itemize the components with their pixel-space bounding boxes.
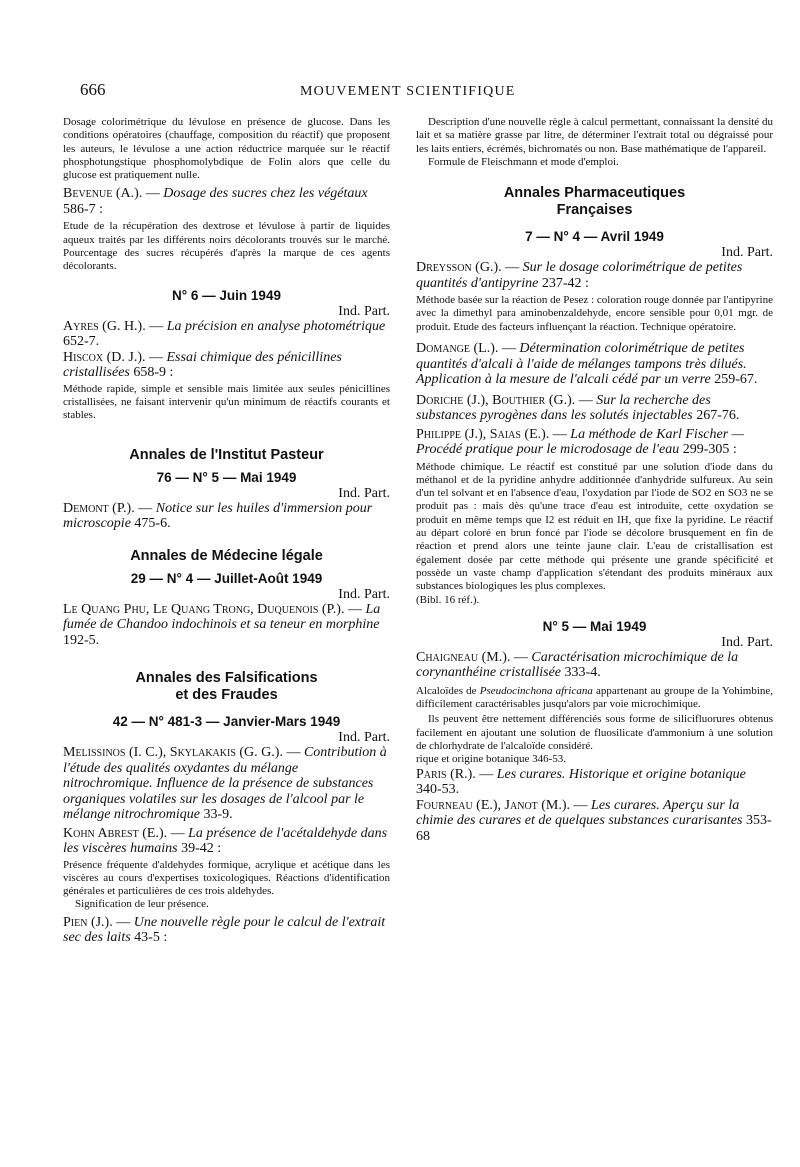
entry-title: Dosage des sucres chez les végétaux [163, 186, 368, 202]
index-marker: Ind. Part. [338, 485, 390, 501]
abstract-paragraph: Méthode chimique. Le réactif est constitué par une solution d'iode dans du méthanol et de la pyridine anhydre additionnée d'anhydride sulfureux. Au sein d'un tel solvant et en l'absence d'eau, l'oxydation par l'iode de SO2 en SO3 ne se produit pas : mais dès qu'une trace d'eau est introduite, cette oxydation se produit en même temps que I2 est réduit en IH, que fixe la pyridine. Le réactif au départ coloré en brun foncé par l'iode se décolore brusquement en fin de réaction et prend alors une teinte jaune clair. L'eau de cristallisation est également dosée par cette méthode qui présente une grande spécificité et possède un vaste champ d'application s'étendant des produits minéraux aux substances biologiques les plus complexes. [416, 460, 773, 593]
entry-pages: 237-42 : [541, 275, 589, 291]
entry-author: Le Quang Phu, Le Quang Trong, Duquenois (P.). — [63, 601, 362, 617]
abstract-paragraph: Description d'une nouvelle règle à calcul permettant, connaissant la densité du lait et sa matière grasse par litre, de déterminer l'extrait total ou dégraissé pour les laits entiers, écrémés, bichromatés ou non. Base mathématique de l'appareil. [416, 116, 773, 155]
abstract-text: Alcaloïdes de [416, 684, 477, 697]
abstract-paragraph: Méthode rapide, simple et sensible mais limitée aux seules pénicillines cristallisées, ne faisant intervenir qu'un minimum de réactifs courants et stables. [63, 382, 390, 422]
entry-title: Détermination colorimétrique de petites quantités d'alcali à l'aide de mélanges tampons très dilués. Application à la mesure de l'alcali cédé par un verre [416, 341, 747, 388]
index-marker: Ind. Part. [721, 634, 773, 650]
abstract-paragraph: Dosage colorimétrique du lévulose en présence de glucose. Dans les conditions opératoires (chauffage, composition du réactif) que proposent les auteurs, le lévulose a une action réductrice marquée sur le réactif phosphotungstique phosphomolybdique de Folin alors que celle du glucose est pratiquement nulle. [63, 116, 390, 182]
bibliographic-entry [63, 501, 390, 532]
entry-author: Pien (J.). — [63, 914, 131, 930]
page-number: 666 [80, 80, 106, 99]
bibliographic-entry [416, 260, 773, 291]
entry-title: La méthode de Karl Fischer — Procédé pratique pour le microdosage de l'eau [416, 426, 745, 458]
bibliographic-entry [416, 427, 773, 458]
entry-pages: 259-67. [714, 372, 758, 388]
entry-pages: 192-5. [63, 632, 100, 648]
entry-title: Essai chimique des pénicillines cristallisées [63, 349, 342, 381]
species-name: Pseudocinchona africana [479, 684, 593, 697]
entry-author: Domange (L.). — [416, 341, 516, 357]
issue-heading: N° 5 — Mai 1949 [542, 618, 647, 634]
bibliographic-entry [416, 767, 773, 798]
entry-pages: 43-5 : [134, 930, 168, 946]
entry-author: Doriche (J.), Bouthier (G.). — [416, 392, 593, 408]
bibliographic-entry [63, 186, 390, 217]
bibliographic-entry [63, 915, 390, 946]
abstract-paragraph: Ils peuvent être nettement différenciés sous forme de silicifluorures obtenus facilement en ajoutant une solution de fluosilicate d'ammonium à une solution de chlorhydrate de l'alcaloïde considéré. [416, 713, 773, 753]
index-marker: Ind. Part. [338, 730, 390, 746]
entry-title: La fumée de Chandoo indochinois et sa teneur en morphine [63, 601, 381, 633]
entry-author: Ayres (G. H.). — [63, 318, 164, 334]
entry-title: Notice sur les huiles d'immersion pour microscopie [63, 500, 373, 532]
entry-author: Chaigneau (M.). — [416, 649, 528, 665]
journal-heading: Annales des Falsifications [135, 670, 318, 687]
issue-heading: N° 6 — Juin 1949 [172, 287, 281, 303]
entry-pages: 353-68 [416, 813, 772, 844]
entry-title: Sur le dosage colorimétrique de petites quantités d'antipyrine [416, 260, 743, 291]
bibliographic-entry [416, 650, 773, 681]
bibliographic-entry [63, 602, 390, 649]
journal-heading: Annales de l'Institut Pasteur [129, 446, 324, 463]
running-title: MOUVEMENT SCIENTIFIQUE [300, 84, 516, 99]
entry-author: Melissinos (I. C.), Skylakakis (G. G.). — [63, 745, 301, 761]
index-marker: Ind. Part. [338, 303, 390, 319]
abstract-paragraph: (Bibl. 16 réf.). [416, 593, 480, 606]
journal-heading: Annales Pharmaceutiques [503, 185, 686, 202]
entry-author: Philippe (J.), Saias (E.). — [416, 426, 567, 442]
abstract-paragraph: Signification de leur présence. [75, 898, 209, 911]
entry-title: Une nouvelle règle pour le calcul de l'extrait sec des laits [63, 914, 386, 946]
bibliographic-entry [63, 745, 390, 823]
entry-title: Les curares. Historique et origine botanique [496, 766, 746, 782]
entry-pages: 340-53. [416, 782, 460, 798]
entry-author: Hiscox (D. J.). — [63, 349, 163, 365]
abstract-paragraph: Formule de Fleischmann et mode d'emploi. [428, 155, 619, 168]
abstract-paragraph: Présence fréquente d'aldehydes formique, acrylique et acétique dans les viscères au cours d'expertises toxicologiques. Réactions d'identification générales et particulières de ces trois aldehydes. [63, 858, 390, 898]
abstract-fragment: rique et origine botanique 346-53. [416, 753, 566, 766]
abstract-paragraph [416, 685, 773, 712]
left-column [63, 116, 390, 946]
entry-pages: 39-42 : [181, 841, 222, 857]
entry-author: Paris (R.). — [416, 766, 494, 782]
bibliographic-entry [416, 393, 773, 424]
right-column [416, 116, 773, 844]
entry-pages: 333-4. [564, 665, 601, 681]
index-marker: Ind. Part. [721, 245, 773, 261]
journal-heading-line2: Françaises [556, 202, 633, 219]
issue-heading: 42 — N° 481-3 — Janvier-Mars 1949 [112, 714, 341, 730]
entry-title: La présence de l'acétaldehyde dans les viscères humains [63, 825, 388, 857]
page-header [80, 80, 760, 104]
bibliographic-entry [63, 319, 390, 350]
index-marker: Ind. Part. [338, 586, 390, 602]
bibliographic-entry [63, 350, 390, 381]
entry-pages: 652-7. [63, 334, 100, 350]
entry-title: La précision en analyse photométrique [166, 318, 386, 334]
entry-pages: 267-76. [696, 408, 740, 424]
entry-author: Bevenue (A.). — [63, 186, 160, 202]
entry-author: Fourneau (E.), Janot (M.). — [416, 797, 588, 813]
issue-heading: 7 — N° 4 — Avril 1949 [525, 229, 664, 245]
entry-pages: 586-7 : [63, 201, 104, 217]
entry-author: Demont (P.). — [63, 500, 153, 516]
entry-author: Dreysson (G.). — [416, 260, 520, 276]
entry-title: Contribution à l'étude des qualités oxydantes du mélange nitrochromique. Influence de la présence de substances organiques volatiles sur les dosages de l'alcool par le mélange nitrochromique [63, 745, 387, 823]
abstract-paragraph: Etude de la récupération des dextrose et lévulose à partir de liquides aqueux traités par les différents noirs décolorants trouvés sur le marché. Pourcentage des sucres récupérés d'après la marque de ces agents décolorants. [63, 220, 390, 273]
bibliographic-entry [63, 826, 390, 857]
abstract-text: appartenant au groupe de la Yohimbine, difficilement caractérisables jusqu'alors par voie microchimique. [416, 684, 774, 711]
entry-pages: 33-9. [203, 807, 233, 823]
issue-heading: 29 — N° 4 — Juillet-Août 1949 [130, 570, 323, 586]
issue-heading: 76 — N° 5 — Mai 1949 [156, 469, 297, 485]
entry-title: Caractérisation microchimique de la corynanthéine cristallisée [416, 649, 739, 681]
bibliographic-entry [416, 798, 773, 845]
journal-heading-line2: et des Fraudes [175, 687, 278, 704]
abstract-paragraph: Méthode basée sur la réaction de Pesez : coloration rouge donnée par l'antipyrine avec la dimethyl para aminobenzaldehyde, encore sensible pour 0,01 mgr. de produit. Etude des facteurs influençant la réaction. Technique opératoire. [416, 294, 773, 333]
bibliographic-entry [416, 341, 773, 388]
entry-pages: 299-305 : [682, 442, 737, 458]
entry-title: Les curares. Aperçu sur la chimie des curares et de quelques substances curarisantes [416, 797, 743, 829]
journal-heading: Annales de Médecine légale [130, 547, 323, 564]
entry-pages: 658-9 : [133, 365, 174, 381]
entry-pages: 475-6. [134, 516, 171, 532]
entry-author: Kohn Abrest (E.). — [63, 825, 185, 841]
entry-title: Sur la recherche des substances pyrogènes dans les solutés injectables [416, 392, 711, 424]
